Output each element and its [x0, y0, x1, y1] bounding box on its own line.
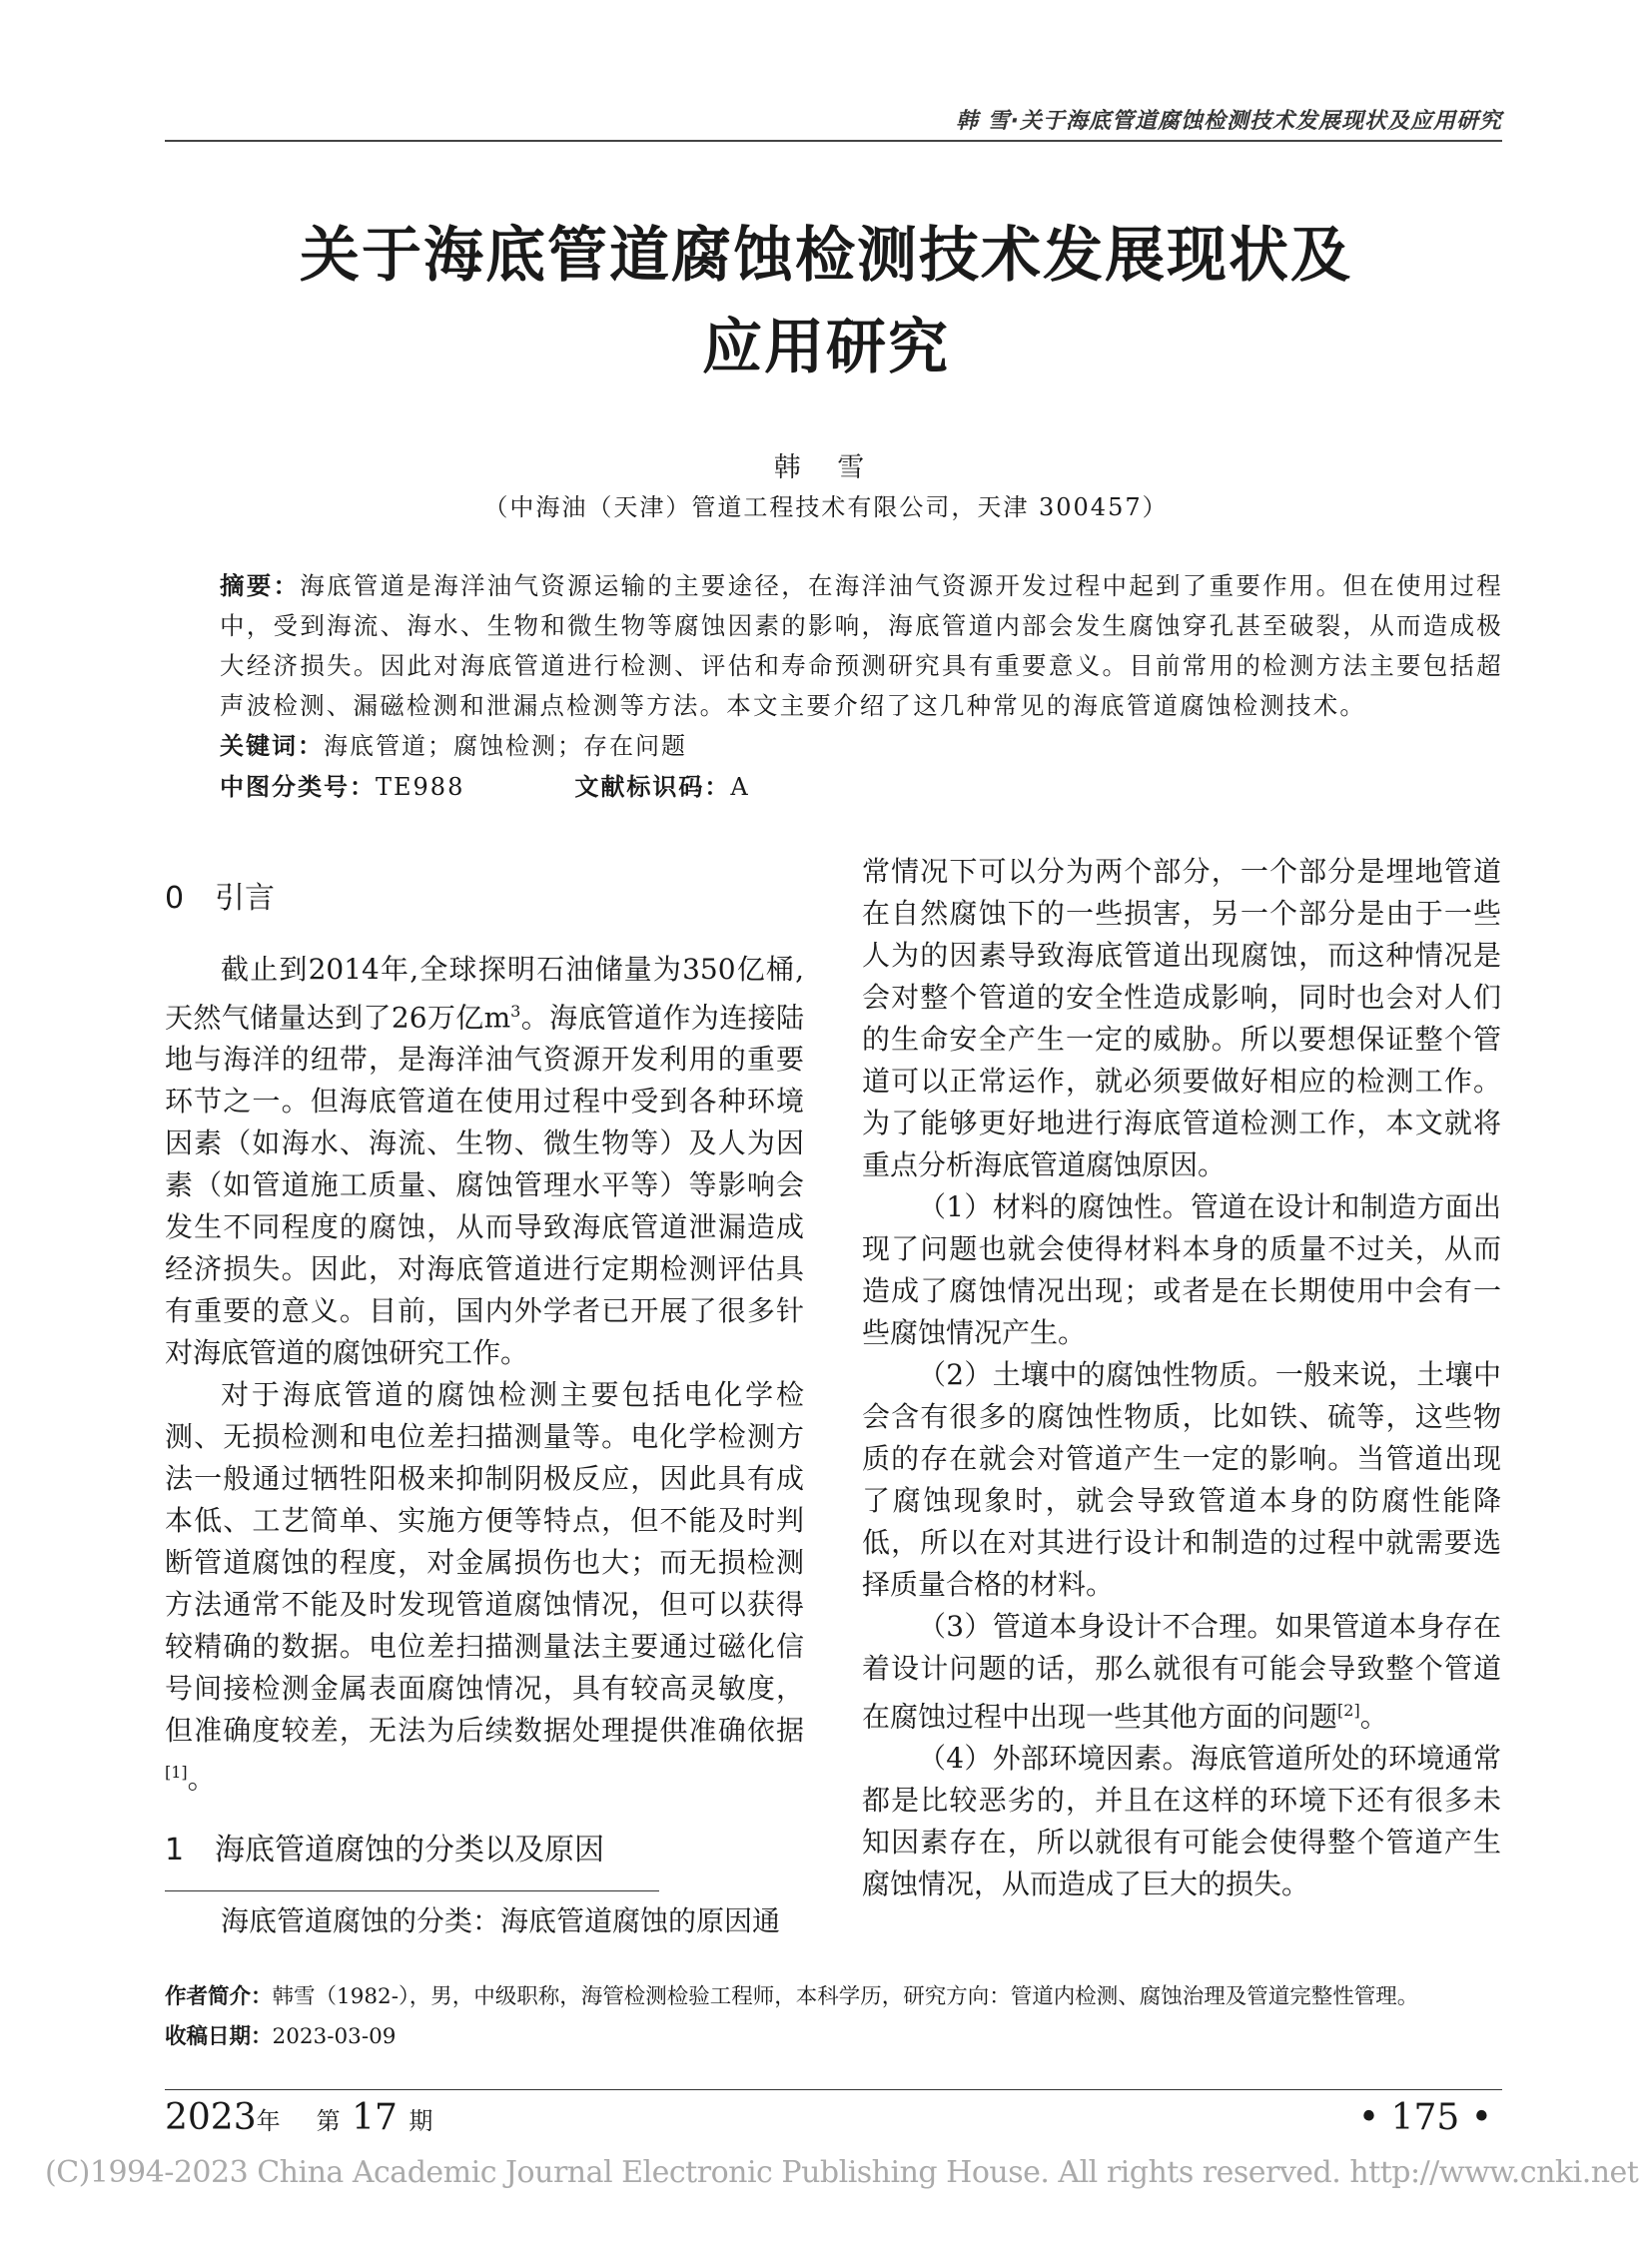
- title-line-2: 应用研究: [702, 313, 950, 382]
- text: 对于海底管道的腐蚀检测主要包括电化学检测、无损检测和电位差扫描测量等。电化学检测方法一般通过牺牲阳极来抑制阴极反应，因此具有成本低、工艺简单、实施方便等特点，但不能及时判断管道腐蚀的程度，对金属损伤也大；而无损检测方法通常不能及时发现管道腐蚀情况，但可以获得较精确的数据。电位差扫描测量法主要通过磁化信号间接检测金属表面腐蚀情况，具有较高灵敏度，但准确度较差，无法为后续数据处理提供准确依据: [165, 1378, 804, 1748]
- bio-text: 韩雪（1982-），男，中级职称，海管检测检验工程师，本科学历，研究方向：管道内检测、腐蚀治理及管道完整性管理。: [272, 1984, 1419, 2009]
- abstract-text: 海底管道是海洋油气资源运输的主要途径，在海洋油气资源开发过程中起到了重要作用。但在使用过程中，受到海流、海水、生物和微生物等腐蚀因素的影响，海底管道内部会发生腐蚀穿孔甚至破裂，从而造成极大经济损失。因此对海底管道进行检测、评估和寿命预测研究具有重要意义。目前常用的检测方法主要包括超声波检测、漏磁检测和泄漏点检测等方法。本文主要介绍了这几种常见的海底管道腐蚀检测技术。: [220, 571, 1503, 720]
- issue-number: 17: [352, 2097, 398, 2138]
- header-rule: [165, 140, 1502, 142]
- issue-info: [165, 2097, 432, 2138]
- paragraph: （1）材料的腐蚀性。管道在设计和制造方面出现了问题也就会使得材料本身的质量不过关，从而造成了腐蚀情况出现；或者是在长期使用中会有一些腐蚀情况产生。: [862, 1190, 1501, 1349]
- footer-rule: [165, 2089, 1502, 2090]
- author-bio: [165, 1979, 1418, 2010]
- author: 韩 雪: [773, 452, 879, 483]
- paragraph: （2）土壤中的腐蚀性物质。一般来说，土壤中会含有很多的腐蚀性物质，比如铁、硫等，这些物质的存在就会对管道产生一定的影响。当管道出现了腐蚀现象时，就会导致管道本身的防腐性能降低，所以在对其进行设计和制造的过程中就需要选择质量合格的材料。: [862, 1358, 1501, 1601]
- received-label: 收稿日期：: [165, 2024, 273, 2049]
- left-column: [165, 867, 804, 1942]
- issue-prefix: 第: [316, 2107, 341, 2135]
- text: 截止到2014年,全球探明石油储量为350亿桶,天然气储量达到了26万亿m: [165, 953, 804, 1035]
- copyright-watermark: (C)1994-2023 China Academic Journal Electronic Publishing House. All rights reserved. http://www.cnki.net: [45, 2155, 1639, 2190]
- keywords: [220, 726, 687, 761]
- doc-code-value: A: [730, 773, 750, 801]
- received-value: 2023-03-09: [272, 2024, 397, 2049]
- keywords-text: 海底管道；腐蚀检测；存在问题: [324, 732, 687, 760]
- citation: [1]: [165, 1763, 188, 1783]
- section-title: 海底管道腐蚀的分类以及原因: [215, 1832, 604, 1868]
- text: 。: [1359, 1700, 1388, 1734]
- text: 。: [187, 1762, 216, 1796]
- section-number: 0: [165, 881, 185, 916]
- paper-title: [0, 210, 1652, 393]
- section-heading-1: [165, 1829, 804, 1872]
- paragraph: [165, 1374, 804, 1800]
- clc-label: 中图分类号：: [220, 773, 376, 801]
- paragraph: 海底管道腐蚀的分类：海底管道腐蚀的原因通: [221, 1903, 781, 1937]
- doc-code-label: 文献标识码：: [574, 773, 731, 801]
- section-heading-0: [165, 877, 804, 921]
- right-column: [862, 851, 1501, 1905]
- classification: [220, 767, 750, 802]
- clc-value: TE988: [376, 773, 465, 801]
- bio-label: 作者简介：: [165, 1984, 273, 2009]
- paragraph: [862, 1606, 1501, 1738]
- abstract: [220, 566, 1503, 726]
- page-number: • 175 •: [1357, 2097, 1492, 2138]
- issue-suffix: 期: [409, 2107, 433, 2135]
- section-number: 1: [165, 1832, 185, 1868]
- keywords-label: 关键词：: [220, 732, 324, 760]
- abstract-label: 摘要：: [220, 571, 301, 600]
- section-title: 引言: [215, 881, 275, 916]
- text: 。海底管道作为连接陆地与海洋的纽带，是海洋油气资源开发利用的重要环节之一。但海底管道在使用过程中受到各种环境因素（如海水、海流、生物、微生物等）及人为因素（如管道施工质量、腐蚀管理水平等）等影响会发生不同程度的腐蚀，从而导致海底管道泄漏造成经济损失。因此，对海底管道进行定期检测评估具有重要的意义。目前，国内外学者已开展了很多针对海底管道的腐蚀研究工作。: [165, 1001, 804, 1370]
- running-head: 韩 雪·关于海底管道腐蚀检测技术发展现状及应用研究: [955, 109, 1502, 134]
- affiliation: （中海油（天津）管道工程技术有限公司，天津 300457）: [483, 493, 1169, 521]
- footnote-rule: [165, 1890, 659, 1891]
- year: 2023: [165, 2097, 257, 2138]
- text: （3）管道本身设计不合理。如果管道本身存在着设计问题的话，那么就很有可能会导致整个管道在腐蚀过程中出现一些其他方面的问题: [862, 1610, 1501, 1734]
- paragraph: （4）外部环境因素。海底管道所处的环境通常都是比较恶劣的，并且在这样的环境下还有很多未知因素存在，所以就很有可能会使得整个管道产生腐蚀情况，从而造成了巨大的损失。: [862, 1742, 1501, 1901]
- received-date: [165, 2019, 396, 2050]
- superscript: 3: [510, 1002, 521, 1021]
- title-line-1: 关于海底管道腐蚀检测技术发展现状及: [300, 221, 1352, 291]
- year-unit: 年: [256, 2107, 281, 2135]
- citation: [2]: [1337, 1701, 1360, 1720]
- paragraph: 常情况下可以分为两个部分，一个部分是埋地管道在自然腐蚀下的一些损害，另一个部分是由于一些人为的因素导致海底管道出现腐蚀，而这种情况是会对整个管道的安全性造成影响，同时也会对人们的生命安全产生一定的威胁。所以要想保证整个管道可以正常运作，就必须要做好相应的检测工作。为了能够更好地进行海底管道检测工作，本文就将重点分析海底管道腐蚀原因。: [862, 855, 1501, 1181]
- paragraph: [165, 949, 804, 1374]
